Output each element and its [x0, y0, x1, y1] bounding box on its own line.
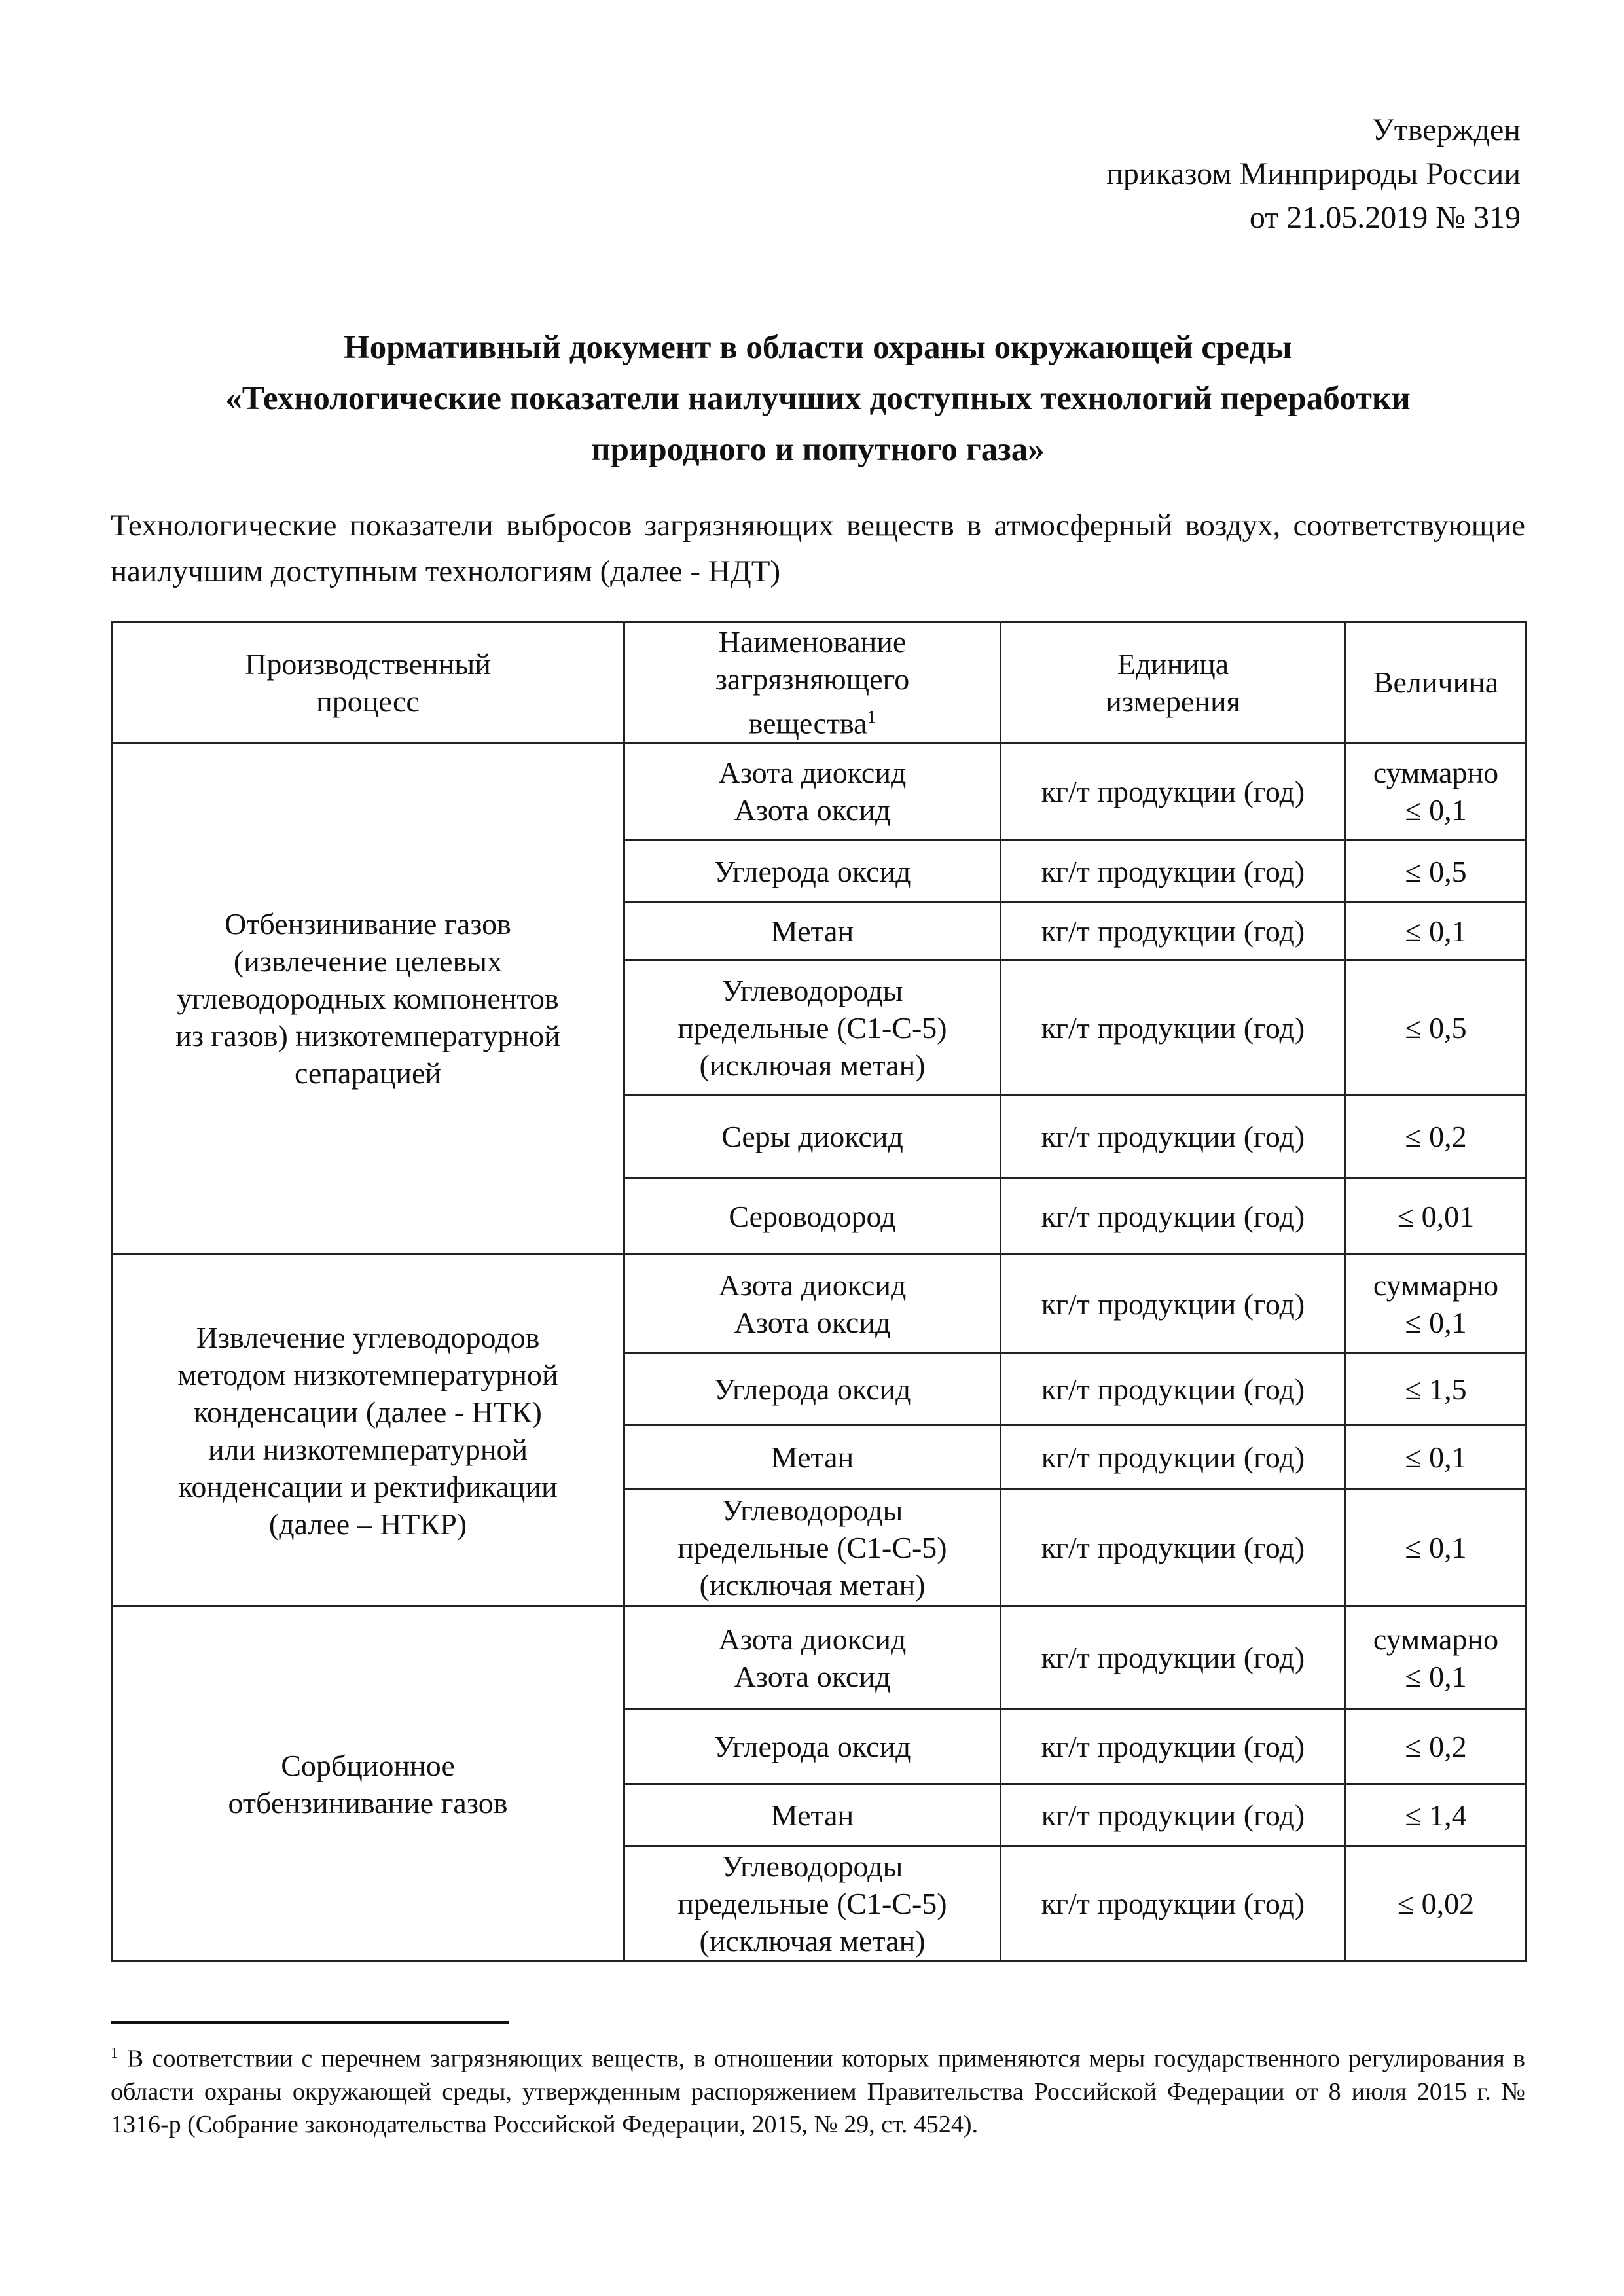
footnote-text: В соответствии с перечнем загрязняющих веществ, в отношении которых применяются меры государственного регулирования в области охраны окружающей среды, утвержденным распоряжением Правительства Российской Федерации от 8 июля 2015 г. № 1316-р (Собрание законодательства Российской Федерации, 2015, № 29, ст. 4524). — [111, 2045, 1525, 2138]
cell-line: суммарно — [1373, 756, 1499, 790]
cell-line: Величина — [1373, 666, 1499, 700]
value-cell — [1346, 1255, 1526, 1354]
cell-line: Серы диоксид — [721, 1120, 903, 1154]
cell-line: ≤ 0,1 — [1405, 793, 1467, 827]
unit-cell: кг/т продукции (год) — [1001, 1354, 1346, 1426]
unit-cell: кг/т продукции (год) — [1001, 1255, 1346, 1354]
cell-line: Азота диоксид — [718, 1622, 907, 1656]
cell-line: Извлечение углеводородов — [196, 1320, 540, 1354]
cell-line: Углеводороды — [721, 973, 903, 1007]
cell-line: Азота оксид — [734, 1306, 891, 1340]
cell-line: Углерода оксид — [713, 1372, 911, 1407]
cell-line: Углерода оксид — [713, 1729, 911, 1763]
cell-line: (исключая метан) — [699, 1924, 926, 1958]
cell-line: загрязняющего — [715, 662, 910, 696]
unit-cell: кг/т продукции (год) — [1001, 1426, 1346, 1489]
unit-cell: кг/т продукции (год) — [1001, 743, 1346, 840]
cell-line: Метан — [770, 1440, 854, 1474]
process-cell — [112, 1255, 624, 1607]
value-cell — [1346, 1354, 1526, 1426]
cell-line: процесс — [316, 684, 420, 718]
substance-cell — [624, 1607, 1001, 1709]
unit-cell: кг/т продукции (год) — [1001, 1178, 1346, 1255]
header-unit — [1001, 622, 1346, 743]
cell-line: сепарацией — [294, 1056, 442, 1090]
cell-line: Единица — [1117, 647, 1229, 681]
cell-line — [633, 698, 992, 742]
value-cell — [1346, 743, 1526, 840]
header-process — [112, 622, 624, 743]
cell-line: углеводородных компонентов — [177, 982, 559, 1016]
cell-line: ≤ 0,2 — [1405, 1729, 1467, 1763]
cell-line: ≤ 0,2 — [1405, 1120, 1467, 1154]
value-cell — [1346, 1709, 1526, 1784]
value-cell — [1346, 903, 1526, 960]
cell-line: ≤ 0,5 — [1405, 854, 1467, 888]
table-row — [112, 743, 1526, 840]
cell-line: ≤ 1,4 — [1405, 1798, 1467, 1832]
cell-line: из газов) низкотемпературной — [175, 1019, 560, 1053]
footnote — [111, 2037, 1525, 2141]
cell-line: ≤ 0,02 — [1397, 1887, 1475, 1921]
cell-line: ≤ 0,1 — [1405, 1306, 1467, 1340]
substance-cell — [624, 960, 1001, 1096]
footnote-ref: 1 — [867, 706, 876, 726]
substance-cell — [624, 1846, 1001, 1962]
unit-cell: кг/т продукции (год) — [1001, 1607, 1346, 1709]
approval-stamp — [1106, 108, 1521, 240]
substance-cell — [624, 1255, 1001, 1354]
emissions-table — [111, 621, 1527, 1962]
cell-line: вещества — [748, 706, 867, 740]
table-header-row — [112, 622, 1526, 743]
value-cell — [1346, 1489, 1526, 1607]
unit-cell: кг/т продукции (год) — [1001, 1846, 1346, 1962]
cell-line: ≤ 0,01 — [1397, 1199, 1475, 1233]
value-cell — [1346, 1426, 1526, 1489]
value-cell — [1346, 1607, 1526, 1709]
cell-line: предельные (С1-С-5) — [677, 1011, 947, 1045]
process-cell — [112, 743, 624, 1255]
cell-line: ≤ 0,1 — [1405, 1440, 1467, 1474]
substance-cell — [624, 903, 1001, 960]
intro-paragraph: Технологические показатели выбросов загрязняющих веществ в атмосферный воздух, соответствующие наилучшим доступным технологиям (далее - НДТ) — [111, 509, 1525, 588]
cell-line: Азота оксид — [734, 1659, 891, 1693]
value-cell — [1346, 1846, 1526, 1962]
cell-line: или низкотемпературной — [208, 1432, 528, 1466]
cell-line: Углерода оксид — [713, 854, 911, 888]
cell-line: Наименование — [718, 625, 907, 658]
cell-line: ≤ 0,1 — [1405, 1659, 1467, 1693]
cell-line: Азота диоксид — [718, 1268, 907, 1302]
cell-line: Производственный — [245, 647, 491, 681]
substance-cell — [624, 1178, 1001, 1255]
cell-line: Сероводород — [729, 1199, 896, 1233]
cell-line: Сорбционное — [281, 1748, 455, 1782]
cell-line: (извлечение целевых — [233, 944, 503, 978]
substance-cell — [624, 1354, 1001, 1426]
table-row — [112, 1607, 1526, 1709]
cell-line: конденсации (далее - НТК) — [194, 1395, 542, 1429]
unit-cell: кг/т продукции (год) — [1001, 1784, 1346, 1846]
cell-line: ≤ 0,1 — [1405, 914, 1467, 948]
substance-cell — [624, 1784, 1001, 1846]
cell-line: конденсации и ректификации — [178, 1469, 558, 1503]
cell-line: Метан — [770, 914, 854, 948]
substance-cell — [624, 840, 1001, 903]
cell-line: Азота диоксид — [718, 756, 907, 790]
cell-line: ≤ 1,5 — [1405, 1372, 1467, 1407]
approval-line: Утвержден — [1371, 113, 1521, 147]
cell-line: предельные (С1-С-5) — [677, 1531, 947, 1565]
substance-cell — [624, 743, 1001, 840]
unit-cell: кг/т продукции (год) — [1001, 960, 1346, 1096]
substance-cell — [624, 1489, 1001, 1607]
table-row — [112, 1255, 1526, 1354]
cell-line: отбензинивание газов — [228, 1785, 508, 1820]
unit-cell: кг/т продукции (год) — [1001, 840, 1346, 903]
unit-cell: кг/т продукции (год) — [1001, 1709, 1346, 1784]
footnote-separator — [111, 2021, 509, 2024]
cell-line: Углеводороды — [721, 1850, 903, 1884]
cell-line: суммарно — [1373, 1622, 1499, 1656]
value-cell — [1346, 1178, 1526, 1255]
value-cell — [1346, 1784, 1526, 1846]
header-substance — [624, 622, 1001, 743]
cell-line: Отбензинивание газов — [225, 907, 511, 941]
cell-line: Азота оксид — [734, 793, 891, 827]
cell-line: методом низкотемпературной — [177, 1357, 558, 1391]
cell-line: (исключая метан) — [699, 1568, 926, 1602]
footnote-marker: 1 — [111, 2045, 118, 2061]
cell-line: суммарно — [1373, 1268, 1499, 1302]
cell-line: Углеводороды — [721, 1494, 903, 1528]
process-cell — [112, 1607, 624, 1962]
document-title — [111, 322, 1525, 475]
cell-line: ≤ 0,1 — [1405, 1531, 1467, 1565]
cell-line: ≤ 0,5 — [1405, 1011, 1467, 1045]
cell-line: Метан — [770, 1798, 854, 1832]
value-cell — [1346, 960, 1526, 1096]
cell-line: (исключая метан) — [699, 1048, 926, 1082]
header-value — [1346, 622, 1526, 743]
approval-line: приказом Минприроды России — [1106, 156, 1521, 191]
cell-line: (далее – НТКР) — [268, 1507, 467, 1541]
title-line: природного и попутного газа» — [591, 431, 1045, 468]
value-cell — [1346, 1096, 1526, 1178]
substance-cell — [624, 1709, 1001, 1784]
substance-cell — [624, 1426, 1001, 1489]
unit-cell: кг/т продукции (год) — [1001, 903, 1346, 960]
cell-line: предельные (С1-С-5) — [677, 1887, 947, 1921]
unit-cell: кг/т продукции (год) — [1001, 1489, 1346, 1607]
title-line: Нормативный документ в области охраны окружающей среды — [344, 329, 1292, 366]
unit-cell: кг/т продукции (год) — [1001, 1096, 1346, 1178]
substance-cell — [624, 1096, 1001, 1178]
value-cell — [1346, 840, 1526, 903]
cell-line: измерения — [1106, 684, 1240, 718]
title-line: «Технологические показатели наилучших доступных технологий переработки — [225, 380, 1411, 417]
approval-line: от 21.05.2019 № 319 — [1249, 200, 1521, 235]
